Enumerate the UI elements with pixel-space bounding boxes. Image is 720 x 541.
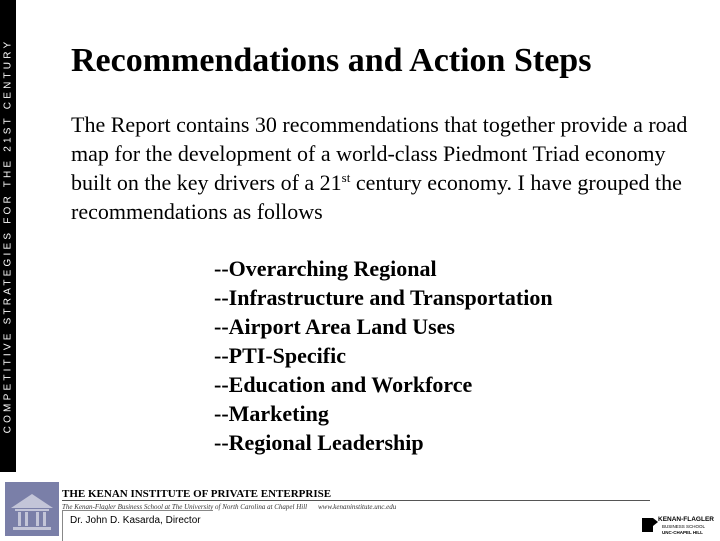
intro-superscript: st [341, 170, 351, 185]
institute-name: THE KENAN INSTITUTE OF PRIVATE ENTERPRISE [62, 488, 332, 500]
school-logo-line2: BUSINESS SCHOOL [662, 524, 706, 529]
recommendation-item: --Infrastructure and Transportation [214, 285, 553, 310]
recommendation-item: --Regional Leadership [214, 430, 424, 455]
institute-building-icon [5, 482, 59, 536]
recommendation-list [214, 254, 553, 457]
footer-url: www.kenaninstitute.unc.edu [318, 503, 397, 511]
sidebar-text: COMPETITIVE STRATEGIES FOR THE 21ST CENTURY [2, 38, 14, 434]
recommendation-item: --Marketing [214, 401, 329, 426]
director-name: Dr. John D. Kasarda, Director [70, 515, 201, 526]
intro-text-end: century economy. I have grouped the recommendations as follows [71, 170, 682, 224]
footer-divider [62, 500, 650, 501]
recommendation-item: --Overarching Regional [214, 256, 437, 281]
recommendation-item: --PTI-Specific [214, 343, 346, 368]
school-logo-line3: UNC-CHAPEL HILL [662, 530, 703, 535]
school-logo [640, 512, 720, 540]
school-logo-line1: KENAN-FLAGLER [658, 516, 714, 523]
intro-text-start: The Report contains 30 recommendations that together provide a road map for the development of a world-class Piedmont Triad economy built on the key drivers of a 21 [71, 112, 688, 195]
recommendation-item: --Education and Workforce [214, 372, 473, 397]
intro-paragraph [71, 110, 711, 226]
sidebar-banner [0, 0, 16, 472]
footer-subtitle: The Kenan-Flagler Business School at The University of North Carolina at Chapel Hill [62, 503, 308, 511]
recommendation-item: --Airport Area Land Uses [214, 314, 455, 339]
slide-title: Recommendations and Action Steps [71, 42, 592, 79]
